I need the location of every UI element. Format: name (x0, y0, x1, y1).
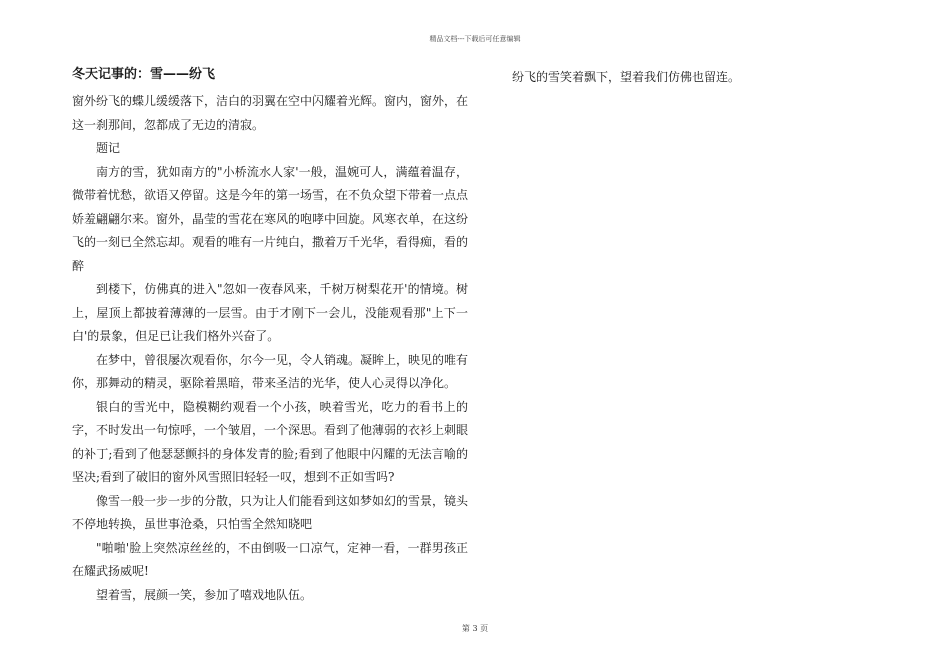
paragraph-dream: 在梦中，曾很屡次观看你，尔今一见，令人销魂。凝眸上，映见的唯有你，那舞动的精灵，驱除着黑暗，带来圣洁的光华，使人心灵得以净化。 (72, 352, 469, 390)
paragraph-southern-snow: 南方的雪，犹如南方的"小桥流水人家'一般，温婉可人，满蕴着温存，微带着忧愁，欲语又停留。这是今年的第一场雪，在不负众望下带着一点点娇羞翩翩尔来。窗外，晶莹的雪花在寒风的咆哮中回旋。风寒衣单，在这纷飞的一刻已全然忘却。观看的唯有一片纯白，撒着万千光华，看得痴，看的醉 (72, 164, 469, 273)
header-note: 精品文档---下载后可任意编辑 (429, 35, 521, 43)
left-column (72, 66, 468, 607)
right-column (512, 66, 892, 90)
paragraph-child: 银白的雪光中，隐模糊约观看一个小孩，映着雪光，吃力的看书上的字，不时发出一句惊呼，一个皱眉，一个深思。看到了他薄弱的衣衫上刺眼的补丁;看到了他瑟瑟颤抖的身体发青的脸;看到了他眼中闪耀的无法言喻的坚决;看到了破旧的窗外风雪照旧轻轻一叹，想到不正如雪吗? (72, 399, 469, 484)
paragraph-downstairs: 到楼下，仿佛真的进入"忽如一夜春风来，千树万树梨花开'的情境。树上，屋顶上都披着薄薄的一层雪。由于才刚下一会儿，没能观看那"上下一白'的景象，但足已让我们格外兴奋了。 (72, 282, 468, 343)
paragraph-epigraph-label: 题记 (96, 141, 121, 155)
paragraph-join-play: 望着雪，展颜一笑，参加了嘻戏地队伍。 (96, 587, 313, 602)
article-title: 冬天记事的：雪——纷飞 (72, 67, 216, 82)
page-number: 第 3 页 (461, 624, 489, 633)
paragraph-snowball: "啪啪'脸上突然凉丝丝的，不由倒吸一口凉气，定神一看，一群男孩正在耀武扬威呢! (72, 540, 468, 578)
paragraph-closing: 纷飞的雪笑着飘下，望着我们仿佛也留连。 (512, 70, 741, 84)
paragraph-intro: 窗外纷飞的蝶儿缓缓落下，洁白的羽翼在空中闪耀着光辉。窗内，窗外，在这一刹那间，忽都成了无边的清寂。 (72, 94, 469, 132)
paragraph-like-snow: 像雪一般一步一步的分散，只为让人们能看到这如梦如幻的雪景，镜头不停地转换，虽世事沧桑，只怕雪全然知晓吧 (72, 493, 469, 531)
